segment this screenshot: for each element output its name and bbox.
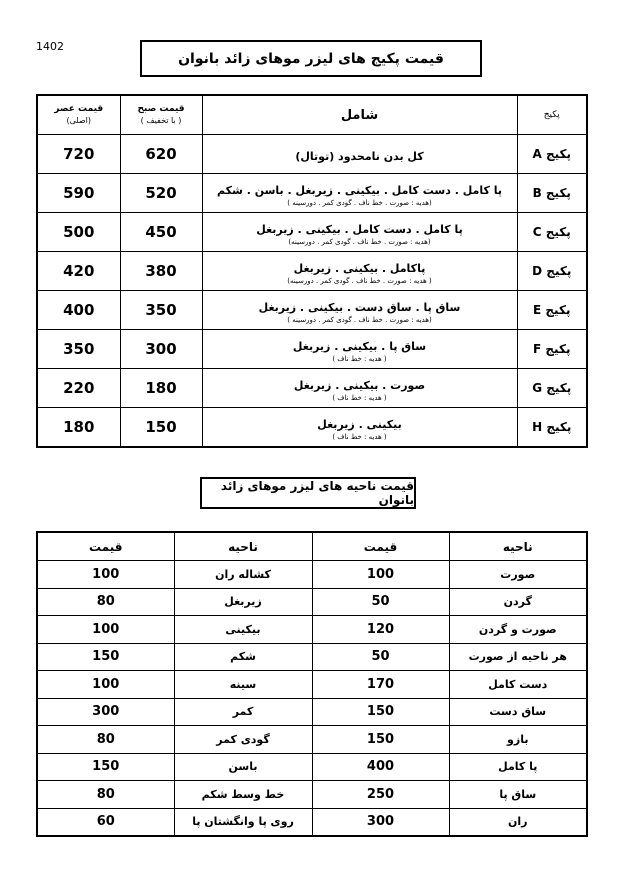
area-price: 300	[37, 698, 174, 726]
area-name: ساق پا	[449, 781, 587, 809]
package-includes	[202, 213, 517, 252]
packages-title: قیمت پکیج های لیزر موهای زائد بانوان	[140, 40, 482, 77]
package-main-text: پا کامل . دست کامل . بیکینی . زیربغل . باسن . شکم	[217, 183, 502, 197]
area-price: 80	[37, 588, 174, 616]
package-gift-note: (هدیه : صورت . خط ناف . گودی کمر . دورسینه)	[288, 237, 431, 246]
area-price: 80	[37, 726, 174, 754]
package-main-text: پاکامل . بیکینی . زیربغل	[293, 261, 426, 275]
area-name: روی پا وانگشتان پا	[174, 808, 312, 836]
package-row	[37, 330, 587, 369]
area-name: شکم	[174, 643, 312, 671]
package-evening-price: 720	[37, 135, 120, 174]
area-name: کمر	[174, 698, 312, 726]
area-name: هر ناحیه از صورت	[449, 643, 587, 671]
package-morning-price: 380	[120, 252, 202, 291]
header-price-1: قیمت	[312, 532, 449, 561]
package-includes	[202, 135, 517, 174]
area-row	[37, 698, 587, 726]
package-evening-price: 350	[37, 330, 120, 369]
header-evening-note: (اصلی)	[66, 116, 92, 125]
package-main-text: پا کامل . دست کامل . بیکینی . زیربغل	[256, 222, 463, 236]
package-main-text: بیکینی . زیربغل	[317, 417, 402, 431]
package-name: پکیج C	[517, 213, 587, 252]
package-includes	[202, 408, 517, 448]
area-price: 100	[37, 561, 174, 589]
package-evening-price: 500	[37, 213, 120, 252]
area-price: 60	[37, 808, 174, 836]
package-evening-price: 400	[37, 291, 120, 330]
package-evening-price: 220	[37, 369, 120, 408]
area-price: 120	[312, 616, 449, 644]
package-morning-price: 350	[120, 291, 202, 330]
package-gift-note: (هدیه : صورت . خط ناف . گودی کمر . دورسینه )	[287, 198, 432, 207]
area-row	[37, 781, 587, 809]
package-row	[37, 369, 587, 408]
package-morning-price: 300	[120, 330, 202, 369]
package-morning-price: 520	[120, 174, 202, 213]
package-name: پکیج F	[517, 330, 587, 369]
package-gift-note: ( هدیه : خط ناف )	[332, 393, 387, 402]
area-price: 400	[312, 753, 449, 781]
area-price: 80	[37, 781, 174, 809]
area-name: ران	[449, 808, 587, 836]
area-row	[37, 616, 587, 644]
area-name: کشاله ران	[174, 561, 312, 589]
area-name: زیربغل	[174, 588, 312, 616]
area-row	[37, 561, 587, 589]
area-name: صورت	[449, 561, 587, 589]
package-main-text: صورت . بیکینی . زیربغل	[293, 378, 426, 392]
header-morning-note: ( با تخفیف )	[140, 116, 182, 125]
area-name: بازو	[449, 726, 587, 754]
header-area-2: ناحیه	[174, 532, 312, 561]
package-name: پکیج E	[517, 291, 587, 330]
area-price: 100	[312, 561, 449, 589]
area-price: 50	[312, 588, 449, 616]
area-name: گودی کمر	[174, 726, 312, 754]
packages-header-row	[37, 95, 587, 135]
area-row	[37, 643, 587, 671]
package-includes	[202, 252, 517, 291]
header-evening-label: قیمت عصر	[54, 104, 104, 114]
package-name: پکیج H	[517, 408, 587, 448]
area-price: 100	[37, 671, 174, 699]
area-row	[37, 753, 587, 781]
area-name: گردن	[449, 588, 587, 616]
header-price-2: قیمت	[37, 532, 174, 561]
area-name: بیکینی	[174, 616, 312, 644]
area-price: 170	[312, 671, 449, 699]
package-gift-note: (هدیه : صورت . خط ناف . گودی کمر . دورسینه )	[287, 315, 432, 324]
package-includes	[202, 369, 517, 408]
package-name: پکیج A	[517, 135, 587, 174]
area-price: 150	[312, 726, 449, 754]
package-morning-price: 620	[120, 135, 202, 174]
package-name: پکیج D	[517, 252, 587, 291]
areas-header-row	[37, 532, 587, 561]
area-price: 150	[37, 643, 174, 671]
areas-table	[36, 531, 588, 837]
package-includes	[202, 174, 517, 213]
area-name: باسن	[174, 753, 312, 781]
package-row	[37, 291, 587, 330]
area-price: 150	[37, 753, 174, 781]
package-row	[37, 174, 587, 213]
package-row	[37, 408, 587, 448]
area-row	[37, 726, 587, 754]
package-main-text: ساق پا . بیکینی . زیربغل	[292, 339, 427, 353]
package-evening-price: 420	[37, 252, 120, 291]
header-includes: شامل	[202, 95, 517, 135]
area-price: 150	[312, 698, 449, 726]
package-row	[37, 252, 587, 291]
package-name: پکیج G	[517, 369, 587, 408]
package-includes	[202, 330, 517, 369]
package-includes	[202, 291, 517, 330]
header-morning-price	[120, 95, 202, 135]
area-name: سینه	[174, 671, 312, 699]
package-gift-note: ( هدیه : خط ناف )	[332, 432, 387, 441]
area-price: 250	[312, 781, 449, 809]
area-price: 300	[312, 808, 449, 836]
area-price: 100	[37, 616, 174, 644]
area-name: خط وسط شکم	[174, 781, 312, 809]
area-name: صورت و گردن	[449, 616, 587, 644]
package-morning-price: 150	[120, 408, 202, 448]
area-name: ساق دست	[449, 698, 587, 726]
package-evening-price: 590	[37, 174, 120, 213]
area-name: دست کامل	[449, 671, 587, 699]
area-row	[37, 808, 587, 836]
areas-title: قیمت ناحیه های لیزر موهای زائد بانوان	[200, 477, 416, 509]
package-morning-price: 450	[120, 213, 202, 252]
header-area-1: ناحیه	[449, 532, 587, 561]
package-name: پکیج B	[517, 174, 587, 213]
package-row	[37, 213, 587, 252]
package-main-text: ساق پا . ساق دست . بیکینی . زیربغل	[258, 300, 461, 314]
package-morning-price: 180	[120, 369, 202, 408]
page-number: 1402	[36, 40, 64, 53]
header-evening-price	[37, 95, 120, 135]
packages-table	[36, 94, 588, 448]
area-row	[37, 671, 587, 699]
header-morning-label: قیمت صبح	[137, 104, 185, 114]
header-package: پکیج	[517, 95, 587, 135]
package-gift-note: ( هدیه : خط ناف )	[332, 354, 387, 363]
package-row	[37, 135, 587, 174]
area-price: 50	[312, 643, 449, 671]
package-main-text: کل بدن نامحدود (توتال)	[295, 149, 424, 163]
package-gift-note: ( هدیه : صورت . خط ناف . گودی کمر . دورسینه)	[287, 276, 432, 285]
area-row	[37, 588, 587, 616]
area-name: پا کامل	[449, 753, 587, 781]
package-evening-price: 180	[37, 408, 120, 448]
